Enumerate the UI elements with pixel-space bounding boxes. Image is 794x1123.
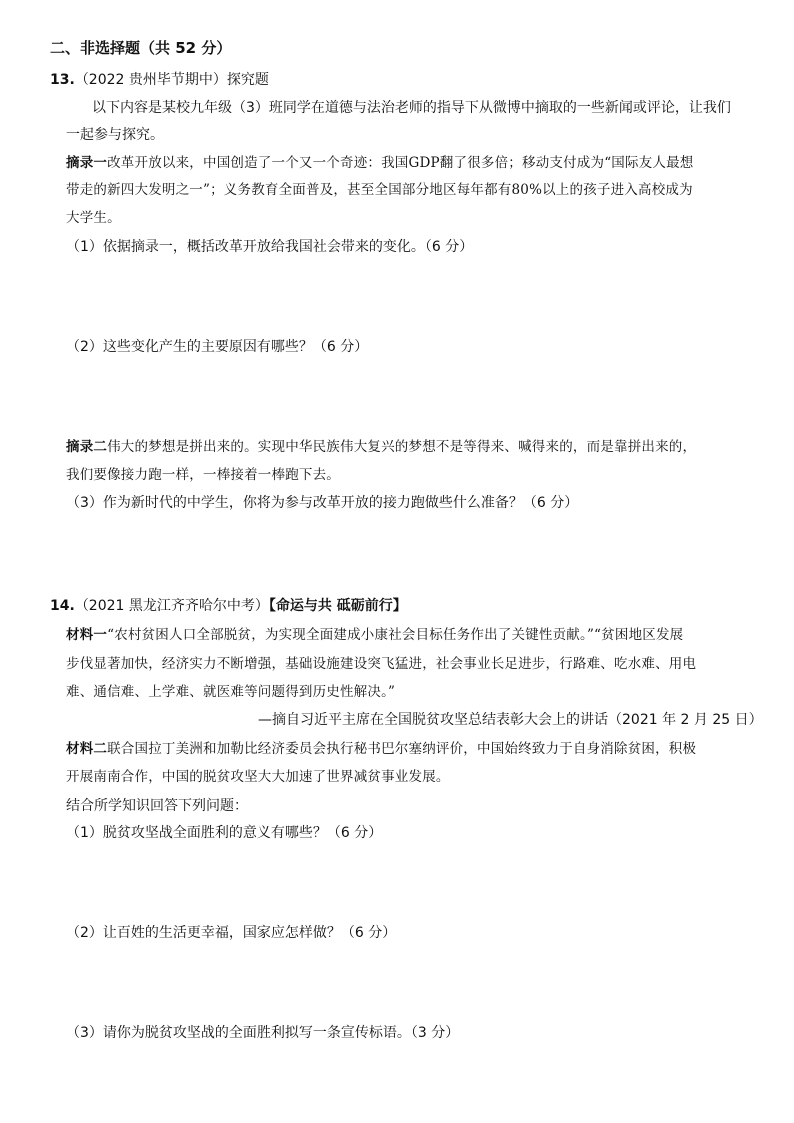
q14-material2-label: 材料二 bbox=[66, 741, 108, 757]
q14-sub2: （2）让百姓的生活更幸福，国家应怎样做？（6 分） bbox=[66, 925, 397, 941]
q14-material2-text1: 联合国拉丁美洲和加勒比经济委员会执行秘书巴尔塞纳评价，中国始终致力于自身消除贫困，积极 bbox=[107, 741, 697, 757]
q14-material1-text1: “农村贫困人口全部脱贫，为实现全面建成小康社会目标任务作出了关键性贡献。”“贫困地区发展 bbox=[107, 627, 684, 643]
q13-excerpt1-line3: 大学生。 bbox=[66, 210, 121, 226]
q13-excerpt2-text1: 伟大的梦想是拼出来的。实现中华民族伟大复兴的梦想不是等得来、喊得来的，而是靠拼出来的， bbox=[107, 439, 697, 455]
q14-material1-source: —摘自习近平主席在全国脱贫攻坚总结表彰大会上的讲话（2021 年 2 月 25 日） bbox=[258, 712, 763, 728]
q14-source: （2021 黑龙江齐齐哈尔中考） bbox=[74, 598, 269, 614]
q13-intro-line1: 以下内容是某校九年级（3）班同学在道德与法治老师的指导下从微博中摘取的一些新闻或评论，让我们 bbox=[92, 100, 731, 116]
q14-material1-line3: 难、通信难、上学难、就医难等问题得到历史性解决。” bbox=[66, 684, 396, 700]
q13-excerpt2-line2: 我们要像接力跑一样，一棒接着一棒跑下去。 bbox=[66, 467, 340, 483]
q14-material2-line2: 开展南南合作，中国的脱贫攻坚大大加速了世界减贫事业发展。 bbox=[66, 769, 450, 785]
q14-sub1: （1）脱贫攻坚战全面胜利的意义有哪些？（6 分） bbox=[66, 825, 383, 841]
q14-number: 14. bbox=[50, 598, 75, 614]
q14-material1-label: 材料一 bbox=[66, 627, 108, 643]
q14-material1-line1 bbox=[66, 625, 683, 645]
q13-intro-line2: 一起参与探究。 bbox=[66, 127, 164, 143]
q14-instruction: 结合所学知识回答下列问题： bbox=[66, 798, 248, 814]
q13-excerpt2-label: 摘录二 bbox=[66, 439, 108, 455]
q14-header bbox=[50, 596, 407, 616]
q13-sub3: （3）作为新时代的中学生，你将为参与改革开放的接力跑做些什么准备？（6 分） bbox=[66, 495, 579, 511]
q13-header bbox=[50, 70, 269, 90]
q13-excerpt1-text1: 改革开放以来，中国创造了一个又一个奇迹：我国GDP翻了很多倍；移动支付成为“国际友人最想 bbox=[107, 155, 694, 171]
q14-material1-line2: 步伐显著加快，经济实力不断增强，基础设施建设突飞猛进，社会事业长足进步，行路难、吃水难、用电 bbox=[66, 656, 697, 672]
q14-material2-line1 bbox=[66, 739, 696, 759]
section-title: 二、非选择题（共 52 分） bbox=[50, 39, 232, 57]
q13-sub2: （2）这些变化产生的主要原因有哪些？（6 分） bbox=[66, 339, 369, 355]
q13-excerpt1-line2: 带走的新四大发明之一”；义务教育全面普及，甚至全国部分地区每年都有80%以上的孩子进入高校成为 bbox=[66, 182, 693, 198]
q14-topic: 【命运与共 砥砺前行】 bbox=[268, 598, 407, 614]
q13-number: 13. bbox=[50, 72, 75, 88]
q13-excerpt1-line1 bbox=[66, 153, 694, 173]
q13-sub1: （1）依据摘录一，概括改革开放给我国社会带来的变化。（6 分） bbox=[66, 239, 474, 255]
q14-sub3: （3）请你为脱贫攻坚战的全面胜利拟写一条宣传标语。（3 分） bbox=[66, 1025, 460, 1041]
q13-excerpt2-line1 bbox=[66, 437, 696, 457]
q13-excerpt1-label: 摘录一 bbox=[66, 155, 108, 171]
q13-source: （2022 贵州毕节期中）探究题 bbox=[74, 72, 269, 88]
